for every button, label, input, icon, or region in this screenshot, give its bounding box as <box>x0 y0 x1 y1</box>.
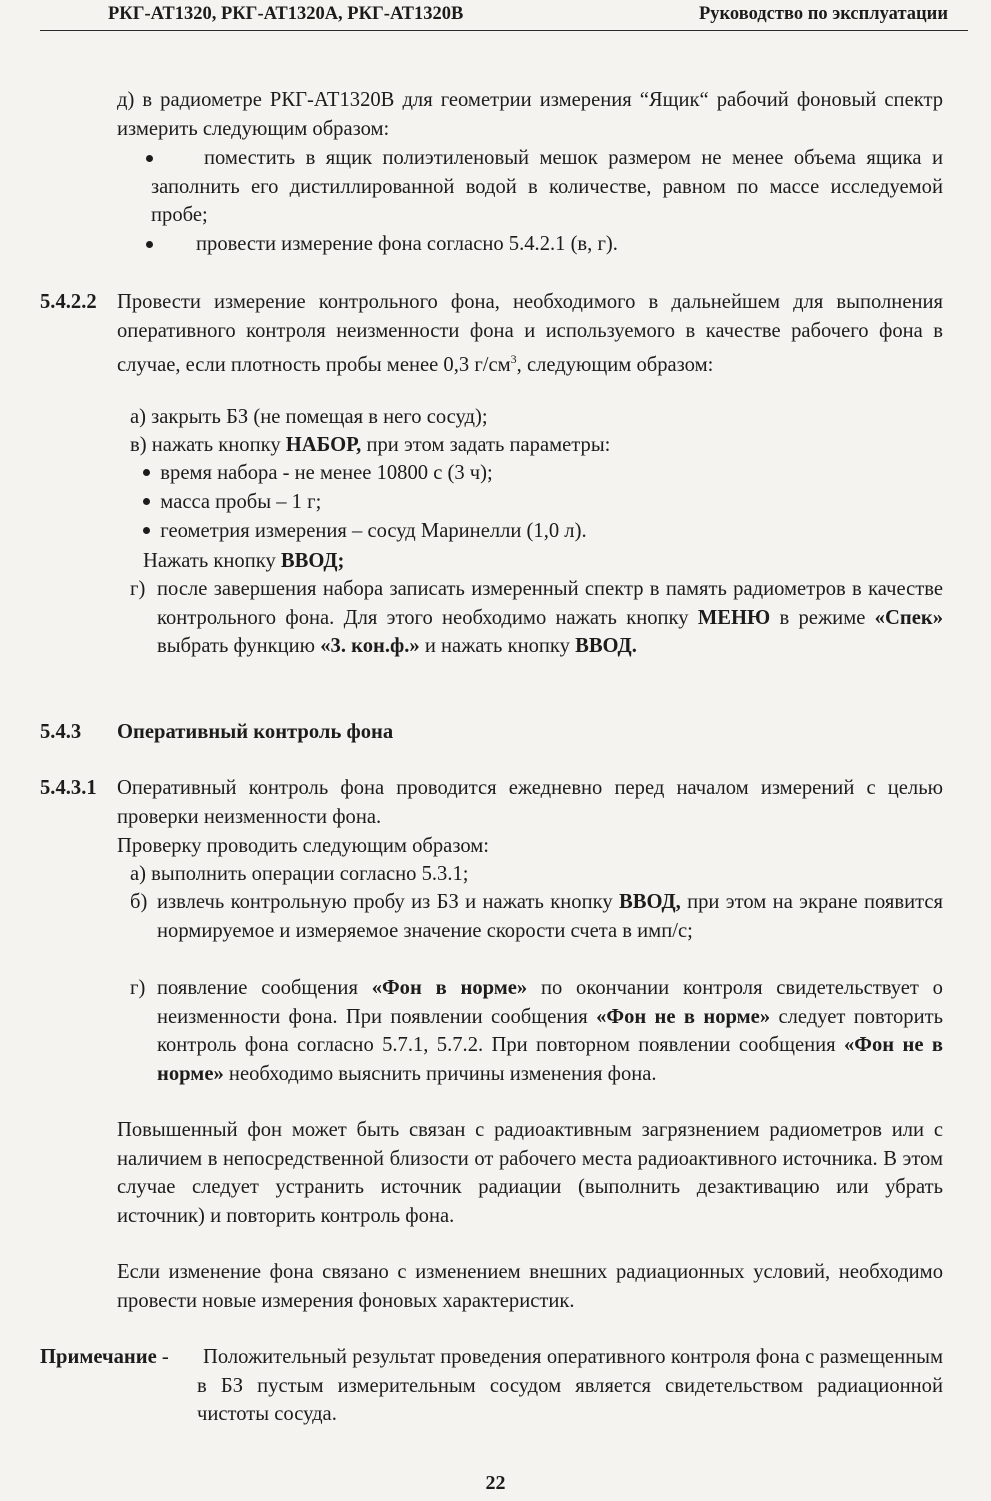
function-name: «3. кон.ф.» <box>320 635 420 658</box>
bullet-dot-icon <box>143 469 150 476</box>
menu-button-name: МЕНЮ <box>697 606 771 629</box>
page-number: 22 <box>485 1472 506 1494</box>
step-a: а) закрыть БЗ (не помещая в него сосуд); <box>130 406 488 428</box>
step-g-text-4: необходимо выяснить причины изменения фона. <box>223 1062 657 1085</box>
spek-mode-name: «Спек» <box>874 606 943 629</box>
step-g-text-2: по окончании контроля свидетельствует о неизменности фона. При появлении сообщения <box>157 977 943 1028</box>
nabor-button-name: НАБОР, <box>285 434 362 456</box>
vvod-button-name: ВВОД, <box>618 891 681 913</box>
param-3-text: геометрия измерения – сосуд Маринелли (1,0 л). <box>160 520 587 542</box>
step-g-text-1: появление сообщения <box>157 977 372 999</box>
step-g-text-3: следует повторить контроль фона согласно 5.7.1, 5.7.2. При повторном появлении сообщения <box>157 1005 943 1057</box>
step-b-text-1: извлечь контрольную пробу из БЗ и нажать кнопку <box>157 891 619 913</box>
step-g-label: г) <box>130 578 146 600</box>
press-enter-text: Нажать кнопку <box>143 550 281 572</box>
section-5431-intro: Оперативный контроль фона проводится ежедневно перед началом измерений с целью проверки неизменности фона. <box>117 777 943 828</box>
param-3 <box>143 517 587 546</box>
paragraph-elevated-background: Повышенный фон может быть связан с радиоактивным загрязнением радиометров или с наличием в непосредственной близости от рабочего места радиоактивного источника. В этом случае следует устранить источник радиации (выполнить дезактивацию или убрать источник) и повторить контроль фона. <box>117 1119 943 1227</box>
step-v-text: в) нажать кнопку <box>130 434 286 456</box>
param-2-text: масса пробы – 1 г; <box>160 491 322 513</box>
param-1 <box>143 459 493 488</box>
step-v-text-end: при этом задать параметры: <box>361 434 611 456</box>
header-rule <box>40 30 968 31</box>
bullet-dot-icon <box>143 527 150 534</box>
note-text: Положительный результат проведения оперативного контроля фона с размещенным в БЗ пустым измерительным сосудом является свидетельством радиационной чистоты сосуда. <box>197 1346 943 1426</box>
bullet-dot-icon <box>146 155 153 162</box>
item-d-text: д) в радиометре РКГ-АТ1320В для геометрии измерения “Ящик“ рабочий фоновый спектр измерить следующим образом: <box>117 89 943 140</box>
intro-text: Провести измерение контрольного фона, необходимого в дальнейшем для выполнения оперативного контроля неизменности фона и используемого в качестве рабочего фона в случае, если плотность пробы менее 0,3 г/см <box>117 291 943 377</box>
header-manual-title: Руководство по эксплуатации <box>698 4 948 24</box>
step-g-text <box>157 974 943 1088</box>
intro-text-end: , следующим образом: <box>516 354 714 377</box>
vvod-button-name: ВВОД. <box>575 635 637 658</box>
step-g-text-1: после завершения набора записать измеренный спектр в память радиометров в качестве контрольного фона. Для этого необходимо нажать кнопку <box>157 578 943 629</box>
step-b-text <box>157 888 943 945</box>
item-d-bullet-2 <box>143 230 943 259</box>
note-label-text: Примечание <box>40 1346 157 1368</box>
step-g-text <box>157 575 943 661</box>
note-label <box>40 1343 169 1372</box>
message-fon-ok: «Фон в норме» <box>371 977 528 999</box>
running-header <box>108 4 948 25</box>
param-1-text: время набора - не менее 10800 с (3 ч); <box>160 462 493 484</box>
item-d-bullet-1 <box>143 144 943 230</box>
item-d-bullet-1-text: поместить в ящик полиэтиленовый мешок размером не менее объема ящика и заполнить его дистиллированной водой в количестве, равном по массе исследуемой пробе; <box>151 147 943 227</box>
header-model-list: РКГ-АТ1320, РКГ-АТ1320А, РКГ-АТ1320В <box>108 4 464 24</box>
vvod-button-name: ВВОД; <box>280 550 345 572</box>
section-number-5431: 5.4.3.1 <box>40 777 97 799</box>
section-5422-intro <box>117 288 943 380</box>
step-g-text-3: выбрать функцию <box>157 635 321 658</box>
section-number-5422: 5.4.2.2 <box>40 291 97 313</box>
section-number-543: 5.4.3 <box>40 721 82 743</box>
bullet-dot-icon <box>143 498 150 505</box>
message-fon-not-ok: «Фон не в норме» <box>596 1005 771 1028</box>
step-v <box>130 431 610 460</box>
press-enter <box>143 547 344 576</box>
bullet-dot-icon <box>146 241 153 248</box>
param-2 <box>143 488 321 517</box>
note-dash: - <box>156 1346 169 1368</box>
step-g-text-2: в режиме <box>770 606 875 629</box>
item-d-bullet-2-text: провести измерение фона согласно 5.4.2.1 (в, г). <box>196 233 618 255</box>
step-b-label: б) <box>130 891 148 913</box>
section-5431-intro-2: Проверку проводить следующим образом: <box>117 835 489 857</box>
paragraph-external-conditions: Если изменение фона связано с изменением внешних радиационных условий, необходимо провести новые измерения фоновых характеристик. <box>117 1261 943 1312</box>
step-b-text-2: при этом на экране появится нормируемое и измеряемое значение скорости счета в имп/с; <box>157 891 943 942</box>
superscript: 3 <box>510 352 517 367</box>
step-a: а) выполнить операции согласно 5.3.1; <box>130 863 469 885</box>
message-fon-not-ok: «Фон не в норме» <box>157 1034 943 1085</box>
section-543-title: Оперативный контроль фона <box>117 721 394 743</box>
step-g-text-4: и нажать кнопку <box>419 635 576 658</box>
step-g-label: г) <box>130 977 146 999</box>
